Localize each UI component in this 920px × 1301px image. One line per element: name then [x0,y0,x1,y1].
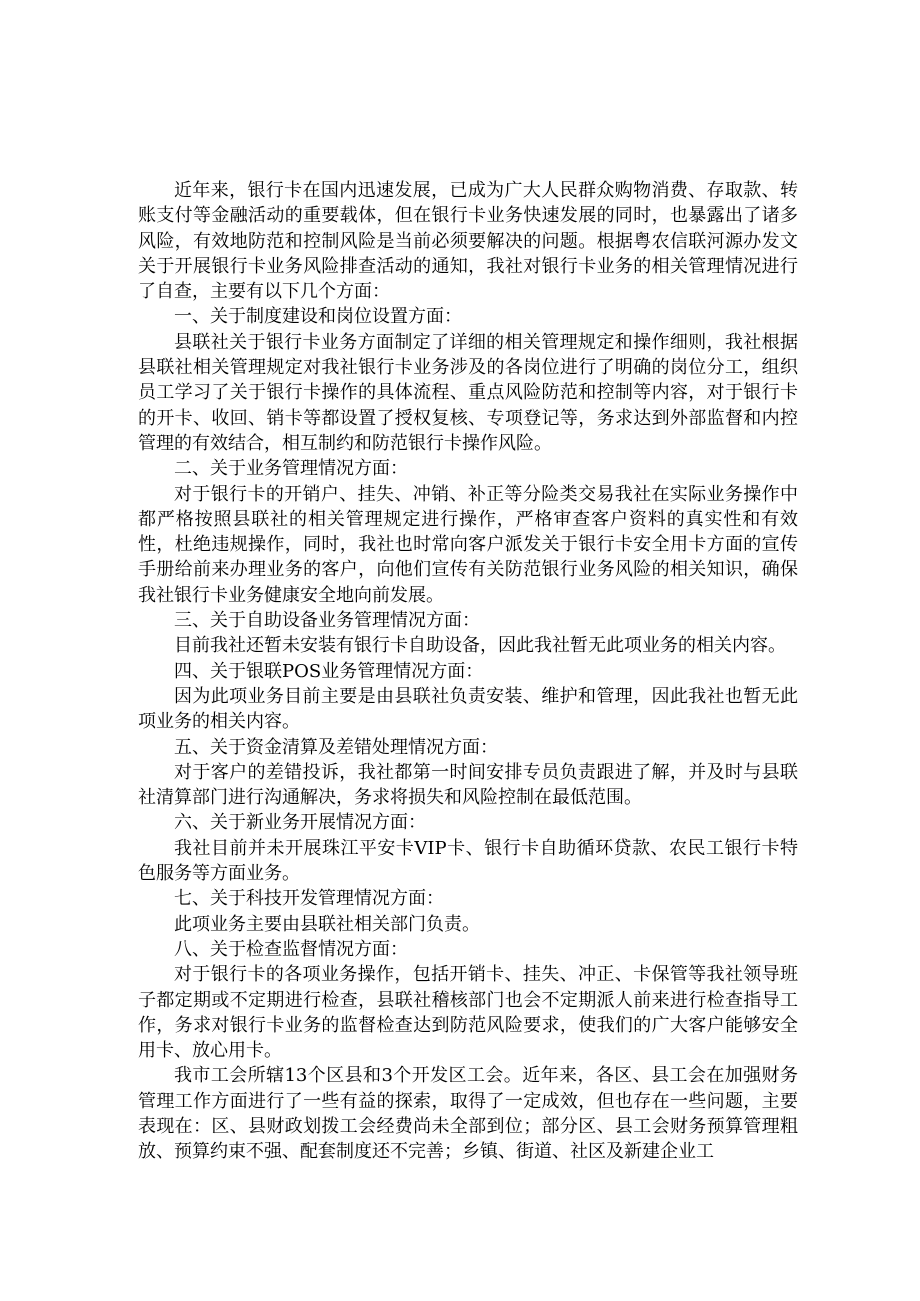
section-body-1: 县联社关于银行卡业务方面制定了详细的相关管理规定和操作细则，我社根据县联社相关管理规定对我社银行卡业务涉及的各岗位进行了明确的岗位分工，组织员工学习了关于银行卡操作的具体流程、重点风险防范和控制等内容，对于银行卡的开卡、收回、销卡等都设置了授权复核、专项登记等，务求达到外部监督和内控管理的有效结合，相互制约和防范银行卡操作风险。 [138,331,798,454]
section-body-5: 对于客户的差错投诉，我社都第一时间安排专员负责跟进了解，并及时与县联社清算部门进行沟通解决，务求将损失和风险控制在最低范围。 [138,761,798,809]
section-heading-8: 八、关于检查监督情况方面： [174,938,408,960]
section-heading-1: 一、关于制度建设和岗位设置方面： [174,306,462,328]
document-page [138,178,798,1165]
section-heading-4: 四、关于银联POS业务管理情况方面： [174,660,484,682]
section-heading-2: 二、关于业务管理情况方面： [174,458,408,480]
intro-paragraph: 近年来，银行卡在国内迅速发展，已成为广大人民群众购物消费、存取款、转账支付等金融活动的重要载体，但在银行卡业务快速发展的同时，也暴露出了诸多风险，有效地防范和控制风险是当前必须要解决的问题。根据粤农信联河源办发文关于开展银行卡业务风险排查活动的通知，我社对银行卡业务的相关管理情况进行了自查，主要有以下几个方面： [138,180,798,303]
section-heading-7: 七、关于科技开发管理情况方面： [174,888,444,910]
section-body-2: 对于银行卡的开销户、挂失、冲销、补正等分险类交易我社在实际业务操作中都严格按照县联社的相关管理规定进行操作，严格审查客户资料的真实性和有效性，杜绝违规操作，同时，我社也时常向客户派发关于银行卡安全用卡方面的宣传手册给前来办理业务的客户，向他们宣传有关防范银行业务风险的相关知识，确保我社银行卡业务健康安全地向前发展。 [138,483,798,606]
section-body-6: 我社目前并未开展珠江平安卡VIP卡、银行卡自助循环贷款、农民工银行卡特色服务等方面业务。 [138,837,798,885]
section-heading-6: 六、关于新业务开展情况方面： [174,812,426,834]
section-heading-5: 五、关于资金清算及差错处理情况方面： [174,736,498,758]
section-body-8: 对于银行卡的各项业务操作，包括开销卡、挂失、冲正、卡保管等我社领导班子都定期或不定期进行检查，县联社稽核部门也会不定期派人前来进行检查指导工作，务求对银行卡业务的监督检查达到防范风险要求，使我们的广大客户能够安全用卡、放心用卡。 [138,964,798,1062]
section-body-4: 因为此项业务目前主要是由县联社负责安装、维护和管理，因此我社也暂无此项业务的相关内容。 [138,685,798,733]
section-body-3: 目前我社还暂未安装有银行卡自助设备，因此我社暂无此项业务的相关内容。 [174,635,786,657]
section-body-7: 此项业务主要由县联社相关部门负责。 [174,913,480,935]
section-heading-3: 三、关于自助设备业务管理情况方面： [174,610,480,632]
trailing-paragraph: 我市工会所辖13个区县和3个开发区工会。近年来，各区、县工会在加强财务管理工作方面进行了一些有益的探索，取得了一定成效，但也存在一些问题，主要表现在：区、县财政划拨工会经费尚未全部到位；部分区、县工会财务预算管理粗放、预算约束不强、配套制度还不完善；乡镇、街道、社区及新建企业工 [138,1065,798,1163]
